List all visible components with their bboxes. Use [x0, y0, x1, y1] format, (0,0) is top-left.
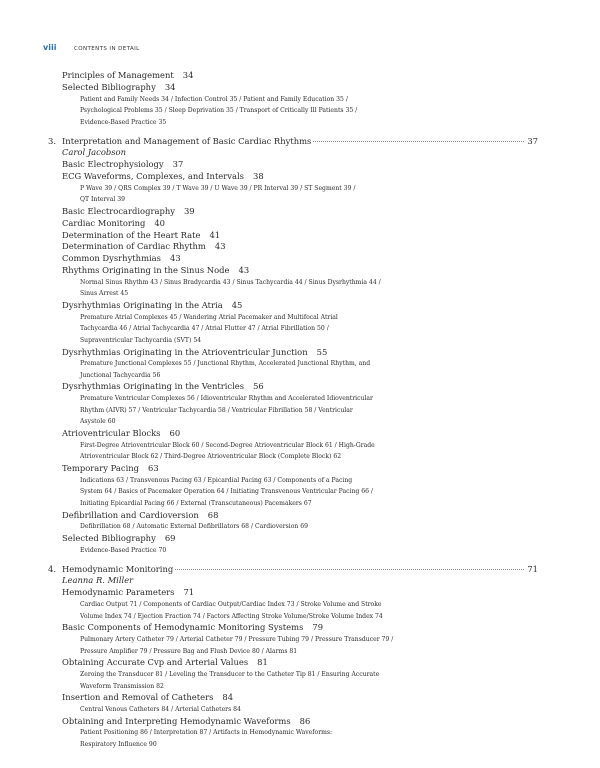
running-title: CONTENTS IN DETAIL — [74, 46, 140, 52]
chapter-page-number: 37 — [527, 136, 538, 147]
section-title: Determination of Cardiac Rhythm — [62, 241, 206, 252]
subsection-line: Evidence-Based Practice 70 — [80, 546, 167, 554]
section-title: Insertion and Removal of Catheters — [62, 692, 214, 703]
subsection-line: Pressure Amplifier 79 / Pressure Bag and Flush Device 80 / Alarms 81 — [80, 647, 298, 655]
toc-section — [48, 253, 538, 265]
running-header — [43, 43, 140, 52]
subsection-line: Central Venous Catheters 84 / Arterial Catheters 84 — [80, 705, 241, 713]
dot-leader — [175, 569, 524, 570]
toc-subsection-list — [48, 704, 538, 716]
page-number: viii — [43, 43, 57, 52]
chapter-entry[interactable] — [48, 563, 538, 575]
toc-section — [48, 70, 538, 82]
section-title: Atrioventricular Blocks — [62, 428, 161, 439]
toc-section — [48, 533, 538, 556]
section-title: Cardiac Monitoring — [62, 217, 146, 228]
toc-section-entry[interactable] — [48, 510, 538, 522]
chapter-title: Hemodynamic Monitoring — [62, 564, 174, 575]
toc-subsection-list — [48, 727, 538, 750]
toc-subsection-list — [48, 393, 538, 428]
section-page-number: 38 — [252, 170, 264, 181]
section-page-number: 34 — [182, 70, 194, 80]
toc-section — [48, 159, 538, 171]
section-title: Principles of Management — [62, 70, 174, 80]
section-title: Basic Electrophysiology — [62, 159, 164, 170]
chapter-page-number: 71 — [527, 564, 538, 575]
toc-section-entry[interactable] — [48, 230, 538, 242]
subsection-line: Indications 63 / Transvenous Pacing 63 / Epicardial Pacing 63 / Components of a Pacing — [80, 476, 353, 484]
toc-section — [48, 381, 538, 428]
section-page-number: 41 — [209, 229, 221, 240]
toc-section — [48, 241, 538, 253]
section-title: Dysrhythmias Originating in the Ventricles — [62, 381, 245, 392]
toc-subsection-list — [48, 440, 538, 463]
toc-section — [48, 171, 538, 206]
section-page-number: 43 — [238, 264, 250, 275]
toc-section-entry[interactable] — [48, 159, 538, 171]
section-page-number: 40 — [154, 217, 165, 228]
section-title: Dysrhythmias Originating in the Atria — [62, 299, 223, 310]
subsection-line: Premature Atrial Complexes 45 / Wandering Atrial Pacemaker and Multifocal Atrial — [80, 313, 338, 321]
toc-section — [48, 428, 538, 463]
subsection-line: Atrioventricular Block 62 / Third-Degree Atrioventricular Block (Complete Block) 62 — [80, 453, 342, 461]
subsection-line: First-Degree Atrioventricular Block 60 / Second-Degree Atrioventricular Block 61 / High-Grade — [80, 441, 375, 449]
section-page-number: 71 — [183, 587, 195, 598]
toc-section — [48, 265, 538, 300]
section-title: Selected Bibliography — [62, 81, 156, 92]
toc-section-entry[interactable] — [48, 428, 538, 440]
toc-section — [48, 587, 538, 622]
toc-section-entry[interactable] — [48, 253, 538, 265]
toc-section-entry[interactable] — [48, 692, 538, 704]
chapter-number: 4. — [48, 564, 56, 575]
section-page-number: 43 — [169, 253, 181, 264]
chapter-number: 3. — [48, 136, 56, 147]
subsection-line: Sinus Arrest 45 — [80, 290, 129, 298]
section-page-number: 84 — [222, 692, 234, 703]
section-page-number: 37 — [172, 159, 184, 170]
toc-subsection-list — [48, 475, 538, 510]
toc-section — [48, 463, 538, 510]
toc-body — [48, 70, 538, 751]
dot-leader — [313, 141, 524, 142]
subsection-line: P Wave 39 / QRS Complex 39 / T Wave 39 / U Wave 39 / PR Interval 39 / ST Segment 39 / — [80, 184, 356, 192]
subsection-line: System 64 / Basics of Pacemaker Operation 64 / Initiating Transvenous Ventricular Pacing 66 / — [80, 488, 373, 496]
section-page-number: 34 — [164, 81, 176, 92]
section-title: Basic Electrocardiography — [62, 205, 175, 216]
subsection-line: Premature Ventricular Complexes 56 / Idioventricular Rhythm and Accelerated Idioventricular — [80, 395, 373, 403]
toc-subsection-list — [48, 358, 538, 381]
toc-section — [48, 218, 538, 230]
section-title: Dysrhythmias Originating in the Atrioventricular Junction — [62, 346, 308, 357]
subsection-line: Patient and Family Needs 34 / Infection Control 35 / Patient and Family Education 35 / — [80, 95, 348, 103]
toc-section-entry[interactable] — [48, 171, 538, 183]
toc-section — [48, 300, 538, 347]
toc-section-entry[interactable] — [48, 300, 538, 312]
toc-section-entry[interactable] — [48, 70, 538, 82]
toc-section — [48, 230, 538, 242]
subsection-line: Premature Junctional Complexes 55 / Junctional Rhythm, Accelerated Junctional Rhythm, and — [80, 360, 371, 368]
section-page-number: 81 — [257, 657, 268, 668]
chapter-author: Carol Jacobson — [62, 147, 126, 158]
section-title: Obtaining Accurate Cvp and Arterial Values — [62, 657, 249, 668]
toc-section — [48, 82, 538, 129]
toc-section — [48, 716, 538, 751]
section-title: Defibrillation and Cardioversion — [62, 509, 199, 520]
toc-subsection-list — [48, 183, 538, 206]
toc-section-entry[interactable] — [48, 716, 538, 728]
subsection-line: Rhythm (AIVR) 57 / Ventricular Tachycardia 58 / Ventricular Fibrillation 58 / Ventricular — [80, 406, 353, 414]
subsection-line: QT Interval 39 — [80, 196, 126, 204]
section-page-number: 56 — [253, 381, 264, 392]
chapter-entry[interactable] — [48, 135, 538, 147]
toc-section — [48, 347, 538, 382]
section-page-number: 68 — [207, 509, 219, 520]
section-title: Common Dysrhythmias — [62, 253, 161, 264]
subsection-line: Psychological Problems 35 / Sleep Deprivation 35 / Transport of Critically Ill Patients 35 / — [80, 107, 358, 115]
toc-subsection-list — [48, 634, 538, 657]
section-title: Rhythms Originating in the Sinus Node — [62, 264, 230, 275]
toc-subsection-list — [48, 94, 538, 129]
toc-section-entry[interactable] — [48, 218, 538, 230]
section-title: Obtaining and Interpreting Hemodynamic Waveforms — [62, 715, 291, 726]
section-title: Determination of the Heart Rate — [62, 229, 201, 240]
section-title: Basic Components of Hemodynamic Monitoring Systems — [62, 622, 304, 633]
toc-section — [48, 657, 538, 692]
toc-subsection-list — [48, 277, 538, 300]
toc-section — [48, 622, 538, 657]
toc-section-entry[interactable] — [48, 241, 538, 253]
subsection-line: Zeroing the Transducer 81 / Leveling the Transducer to the Catheter Tip 81 / Ensuring Accurate — [80, 670, 380, 678]
toc-section — [48, 692, 538, 715]
section-page-number: 69 — [164, 533, 176, 544]
toc-section-entry[interactable] — [48, 463, 538, 475]
toc-section-entry[interactable] — [48, 206, 538, 218]
section-title: Temporary Pacing — [62, 463, 140, 474]
toc-section-entry[interactable] — [48, 657, 538, 669]
subsection-line: Volume Index 74 / Ejection Fraction 74 / Factors Affecting Stroke Volume/Stroke Volume Index 74 — [80, 612, 383, 620]
toc-section-entry[interactable] — [48, 622, 538, 634]
toc-section — [48, 510, 538, 533]
subsection-line: Tachycardia 46 / Atrial Tachycardia 47 / Atrial Flutter 47 / Atrial Fibrillation 50 / — [80, 325, 329, 333]
subsection-line: Waveform Transmission 82 — [80, 682, 164, 690]
subsection-line: Normal Sinus Rhythm 43 / Sinus Bradycardia 43 / Sinus Tachycardia 44 / Sinus Dysrhythmia 44 / — [80, 278, 381, 286]
section-title: Selected Bibliography — [62, 533, 156, 544]
toc-section-entry[interactable] — [48, 82, 538, 94]
section-page-number: 43 — [214, 241, 226, 252]
subsection-line: Defibrillation 68 / Automatic External Defibrillators 68 / Cardioversion 69 — [80, 523, 309, 531]
section-page-number: 55 — [316, 346, 328, 357]
toc-section-entry[interactable] — [48, 347, 538, 359]
section-page-number: 60 — [169, 428, 181, 439]
subsection-line: Pulmonary Artery Catheter 79 / Arterial Catheter 79 / Pressure Tubing 79 / Pressure Transducer 79 / — [80, 635, 394, 643]
toc-section-entry[interactable] — [48, 265, 538, 277]
toc-section — [48, 206, 538, 218]
subsection-line: Evidence-Based Practice 35 — [80, 118, 167, 126]
toc-subsection-list — [48, 669, 538, 692]
section-page-number: 86 — [299, 715, 311, 726]
subsection-line: Junctional Tachycardia 56 — [80, 371, 161, 379]
toc-subsection-list — [48, 312, 538, 347]
chapter-title: Interpretation and Management of Basic Cardiac Rhythms — [62, 136, 312, 147]
subsection-line: Respiratory Influence 90 — [80, 740, 157, 748]
section-title: Hemodynamic Parameters — [62, 587, 175, 598]
section-page-number: 63 — [148, 463, 159, 474]
subsection-line: Patient Positioning 86 / Interpretation 87 / Artifacts in Hemodynamic Waveforms: — [80, 729, 333, 737]
section-page-number: 79 — [312, 622, 324, 633]
subsection-line: Cardiac Output 71 / Components of Cardiac Output/Cardiac Index 73 / Stroke Volume and Stroke — [80, 601, 382, 608]
subsection-line: Asystole 60 — [80, 418, 116, 426]
section-page-number: 45 — [231, 299, 243, 310]
toc-section-entry[interactable] — [48, 533, 538, 545]
chapter-author: Leanna R. Miller — [62, 575, 134, 586]
toc-section-entry[interactable] — [48, 587, 538, 599]
toc-subsection-list — [48, 545, 538, 557]
toc-subsection-list — [48, 521, 538, 533]
section-page-number: 39 — [183, 205, 195, 216]
subsection-line: Supraventricular Tachycardia (SVT) 54 — [80, 336, 202, 344]
section-title: ECG Waveforms, Complexes, and Intervals — [62, 170, 244, 181]
toc-subsection-list — [48, 599, 538, 622]
toc-section-entry[interactable] — [48, 381, 538, 393]
subsection-line: Initiating Epicardial Pacing 66 / External (Transcutaneous) Pacemakers 67 — [80, 500, 312, 508]
